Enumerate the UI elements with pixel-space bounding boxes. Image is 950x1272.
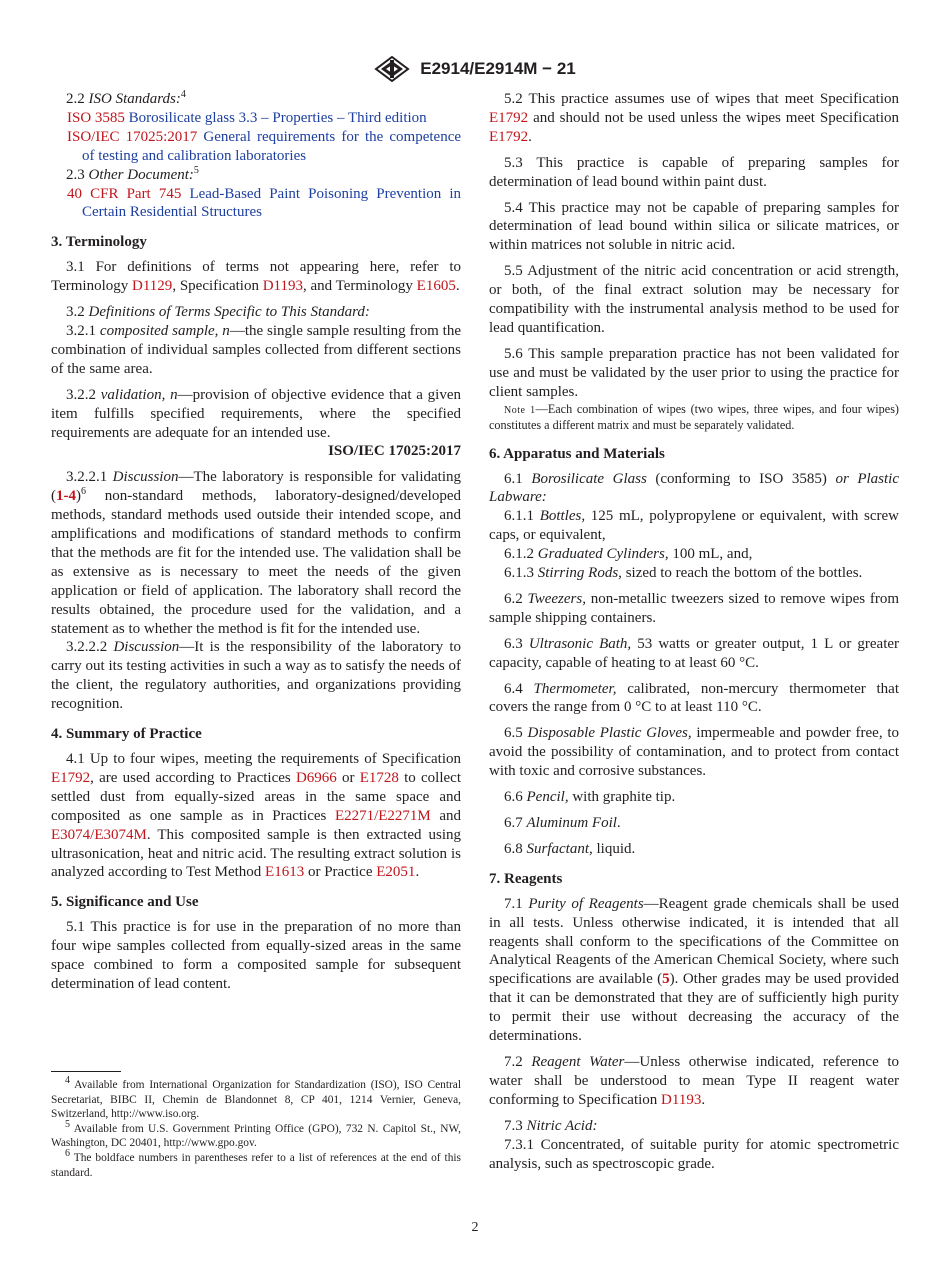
para-6-1: 6.1 Borosilicate Glass (conforming to ISO 3585) or Plastic Labware: [489, 470, 900, 506]
para-6-7: 6.7 Aluminum Foil. [504, 815, 621, 831]
para-7-2: 7.2 Reagent Water—Unless otherwise indicated, reference to water shall be understood to mean Type II reagent water conforming to Specification D1193. [489, 1053, 899, 1108]
para-4-1: 4.1 Up to four wipes, meeting the requirements of Specification E1792, are used according to Practices D6966 or E1728 to collect settled dust from equally-sized areas in the same space and composited as one sample as in Practices E2271/E2271M and E3074/E3074M. This composited sample is then extracted using ultrasonication, heat and nitric acid. The resulting extract solution is analyzed according to Test Method E1613 or Practice E2051. [51, 751, 461, 881]
para-7-1: 7.1 Purity of Reagents—Reagent grade chemicals shall be used in all tests. Unless otherwise indicated, it is intended that all reagents shall conform to the specifications of the Committee on Analytical Reagents of the American Chemical Society, where such specifications are available (5). Other grades may be used provided that it can be demonstrated that they are of sufficiently high purity to permit their use without decreasing the accuracy of the determinations. [489, 895, 899, 1045]
link-d1193-b[interactable]: D1193 [661, 1091, 702, 1108]
astm-logo-icon [374, 56, 410, 82]
section-2-2: 2.2 ISO Standards:$^4$ [66, 89, 186, 107]
para-6-6: 6.6 Pencil, with graphite tip. [504, 789, 676, 806]
ref-40-cfr [51, 185, 461, 223]
heading-significance: 5. Significance and Use [51, 894, 199, 911]
footnote-divider [51, 1071, 121, 1072]
link-e2271[interactable]: E2271/E2271M [334, 807, 431, 824]
link-iso-17025-title[interactable]: General requirements for the competence of testing and calibration laboratories [82, 128, 462, 164]
para-6-1-1: 6.1.1 Bottles, 125 mL, polypropylene or equivalent, with screw caps, or equivalent, [489, 508, 899, 544]
para-7-3: 7.3 Nitric Acid: [504, 1117, 598, 1134]
link-d6966[interactable]: D6966 [295, 769, 337, 786]
heading-apparatus: 6. Apparatus and Materials [489, 445, 665, 462]
heading-reagents: 7. Reagents [489, 870, 563, 887]
para-6-3: 6.3 Ultrasonic Bath, 53 watts or greater output, 1 L or greater capacity, capable of heating to at least 60 °C. [489, 635, 900, 671]
ref-link-1-4[interactable]: 1-4 [56, 488, 76, 505]
link-e1605[interactable]: E1605 [416, 278, 456, 295]
para-6-1-3: 6.1.3 Stirring Rods, sized to reach the bottom of the bottles. [504, 565, 863, 582]
para-7-3-1: 7.3.1 Concentrated, of suitable purity for atomic spectrometric analysis, such as spectroscopic grade. [489, 1136, 899, 1172]
link-e2051[interactable]: E2051 [376, 864, 416, 881]
para-3-2-2-1: 3.2.2.1 Discussion—The laboratory is responsible for validating $(1-4)^6$ non-standard methods, laboratory-designed/developed methods, standard methods used outside their intended scope, and amplifications and modifications of standard methods to confirm that the methods are fit for the intended use. The validation shall be as extensive as is necessary to meet the needs of the given application or field of application. The laboratory shall record the results obtained, the procedure used for the validation, and a statement as to whether the method is fit for the intended use. [51, 469, 461, 637]
document-id: E2914/E2914M − 21 [420, 59, 576, 78]
link-40-cfr-title[interactable]: Lead-Based Paint Poisoning Prevention in Certain Residential Structures [82, 185, 462, 221]
link-e1728[interactable]: E1728 [359, 769, 399, 786]
link-d1193[interactable]: D1193 [262, 278, 303, 295]
link-e3074[interactable]: E3074/E3074M [51, 826, 147, 843]
link-iso-3585-title[interactable]: Borosilicate glass 3.3 – Properties – Third edition [128, 109, 427, 126]
para-3-2-2-2: 3.2.2.2 Discussion—It is the responsibility of the laboratory to carry out its testing activities in such a way as to satisfy the needs of the client, the regulatory authorities, and organizations providing recognition. [51, 639, 461, 713]
footnote-5: $^5$ Available from U.S. Government Printing Office (GPO), 732 N. Capitol St., NW, Washington, DC 20401, http://www.gpo.gov. [51, 1118, 462, 1150]
link-40-cfr[interactable]: 40 CFR Part 745 [67, 185, 182, 202]
para-3-2-2: 3.2.2 validation, n—provision of objective evidence that a given item fulfills specified requirements, where the specified requirements are adequate for an intended use. [51, 386, 461, 441]
note-1: Note 1—Each combination of wipes (two wipes, three wipes, and four wipes) constitutes a different matrix and must be separately validated. [489, 401, 899, 433]
para-6-2: 6.2 Tweezers, non-metallic tweezers sized to remove wipes from sample shipping containers. [489, 590, 899, 626]
footnote-6: $^6$ The boldface numbers in parentheses refer to a list of references at the end of this standard. [51, 1148, 461, 1179]
ref-iso-3585 [51, 109, 461, 128]
para-5-1: 5.1 This practice is for use in the preparation of no more than four wipe samples collected from equally-sized areas in the same space combined to form a composited sample for subsequent determination of lead content. [51, 919, 461, 992]
para-6-1-2: 6.1.2 Graduated Cylinders, 100 mL, and, [504, 546, 753, 563]
para-3-2-1: 3.2.1 composited sample, n—the single sample resulting from the combination of individual samples collected from different sections of the same area. [51, 322, 461, 377]
para-5-2: 5.2 This practice assumes use of wipes that meet Specification E1792 and should not be used unless the wipes meet Specification E1792. [489, 91, 899, 145]
link-iso-17025[interactable]: ISO/IEC 17025:2017 [67, 128, 198, 145]
para-6-5: 6.5 Disposable Plastic Gloves, impermeable and powder free, to avoid the possibility of contamination, and to protect from contact with toxic and corrosive substances. [489, 725, 899, 780]
heading-summary: 4. Summary of Practice [51, 726, 202, 743]
ref-link-5[interactable]: 5 [662, 971, 670, 988]
left-column [51, 90, 461, 994]
para-5-6: 5.6 This sample preparation practice has not been validated for use and must be validated by the user prior to using the practice for client samples. [489, 345, 899, 400]
right-column [489, 90, 899, 1173]
source-iso-17025: ISO/IEC 17025:2017 [328, 443, 461, 460]
link-d1129[interactable]: D1129 [132, 278, 173, 295]
ref-iso-17025 [51, 128, 461, 166]
para-5-3: 5.3 This practice is capable of preparing samples for determination of lead bound within paint dust. [489, 154, 899, 190]
link-e1792-a[interactable]: E1792 [489, 109, 529, 126]
para-5-5: 5.5 Adjustment of the nitric acid concentration or acid strength, or both, of the final extract solution may be necessary for compatibility with the instrumental analysis method to be used for lead quantification. [489, 263, 899, 336]
link-e1792[interactable]: E1792 [51, 769, 91, 786]
page-number: 2 [471, 1220, 479, 1235]
para-5-4: 5.4 This practice may not be capable of preparing samples for determination of lead bound within silica or silicate matrices, or within matrices not soluble in nitric acid. [489, 199, 899, 254]
heading-terminology: 3. Terminology [51, 234, 147, 251]
link-iso-3585[interactable]: ISO 3585 [67, 109, 125, 126]
para-6-8: 6.8 Surfactant, liquid. [504, 840, 636, 857]
footnote-4: $^4$ Available from International Organization for Standardization (ISO), ISO Central Secretariat, BIBC II, Chemin de Blandonnet 8, CP 401, 1214 Vernier, Geneva, Switzerland, http://www.iso.org. [51, 1075, 461, 1121]
para-3-1: 3.1 For definitions of terms not appearing here, refer to Terminology D1129, Specification D1193, and Terminology E1605. [51, 259, 461, 295]
footnotes [51, 1075, 462, 1180]
page-header [0, 56, 950, 82]
link-e1613[interactable]: E1613 [265, 864, 305, 881]
link-e1792-b[interactable]: E1792 [489, 128, 529, 145]
para-3-2: 3.2 Definitions of Terms Specific to This Standard: [66, 304, 370, 321]
para-6-4: 6.4 Thermometer, calibrated, non-mercury thermometer that covers the range from 0 °C to at least 110 °C. [489, 680, 900, 716]
section-2-3: 2.3 Other Document:$^5$ [66, 164, 199, 183]
